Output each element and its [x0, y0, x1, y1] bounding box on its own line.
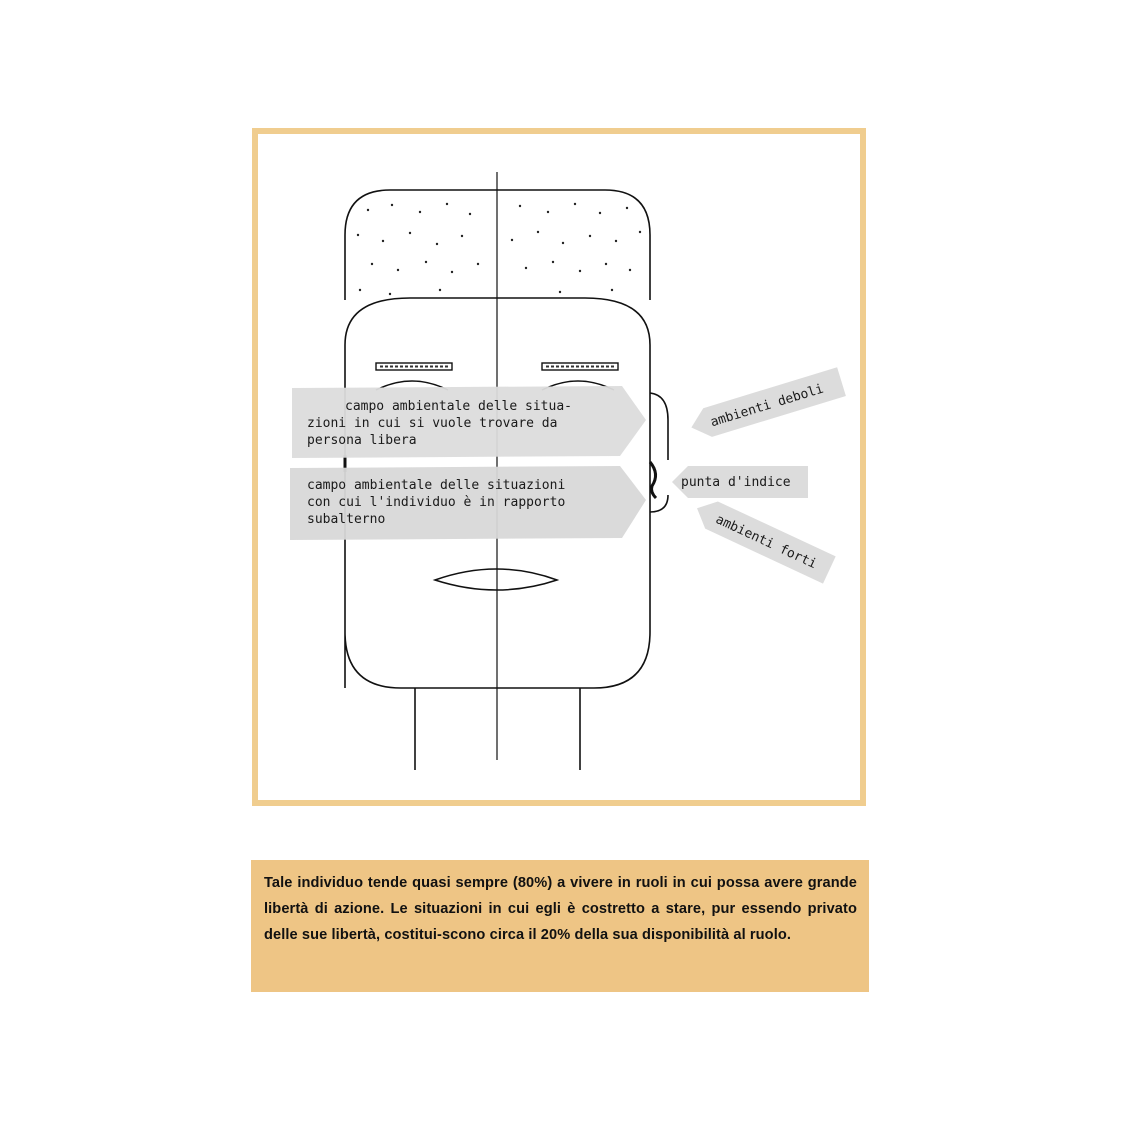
label-strong: ambienti forti	[713, 512, 819, 573]
label-lower-line-3: subalterno	[307, 512, 386, 527]
ear-upper	[650, 393, 668, 460]
label-upper-line-2: zioni in cui si vuole trovare da	[307, 416, 558, 431]
label-weak: ambienti deboli	[708, 381, 826, 431]
caption-text: Tale individuo tende quasi sempre (80%) a vivere in ruoli in cui possa avere grande libertà di azione. Le situazioni in cui egli è costretto a stare, pur essendo privato delle sue libertà, costitui-scono circa il 20% della sua disponibilità al ruolo.	[264, 875, 857, 944]
ear-notch	[650, 462, 656, 498]
label-upper-line-1: campo ambientale delle situa-	[345, 399, 572, 414]
mouth	[435, 569, 557, 590]
hair-dots	[357, 203, 641, 295]
caption-box	[251, 860, 869, 992]
ear-lower	[650, 495, 668, 512]
label-upper-line-3: persona libera	[307, 433, 417, 448]
label-lower-line-1: campo ambientale delle situazioni	[307, 478, 566, 493]
label-lower-line-2: con cui l'individuo è in rapporto	[307, 495, 566, 510]
label-point: punta d'indice	[681, 475, 791, 490]
